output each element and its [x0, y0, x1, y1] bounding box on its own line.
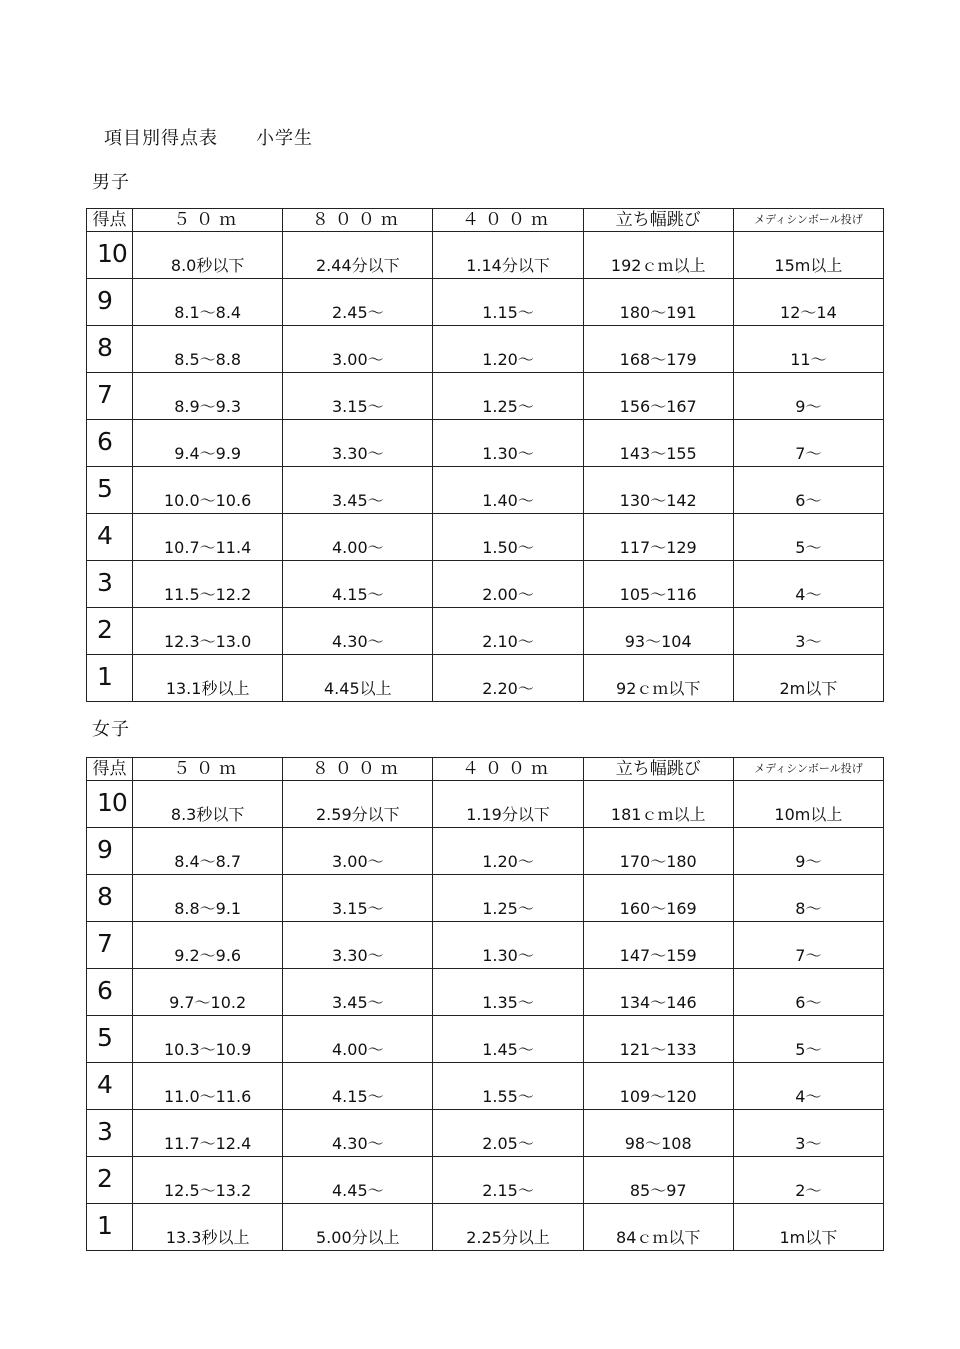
- 800m-cell: 4.45以上: [283, 655, 433, 702]
- score-cell: 5: [87, 1016, 133, 1063]
- table-row: [87, 467, 884, 514]
- table-row: [87, 1157, 884, 1204]
- 50m-cell: 8.8～9.1: [133, 875, 283, 922]
- 800m-cell: 3.45～: [283, 969, 433, 1016]
- 400m-cell: 1.20～: [433, 326, 583, 373]
- header-800m: ８００ｍ: [283, 758, 433, 781]
- score-cell: 4: [87, 514, 133, 561]
- header-score: 得点: [87, 209, 133, 232]
- 400m-cell: 2.15～: [433, 1157, 583, 1204]
- long-jump-cell: 121～133: [583, 1016, 733, 1063]
- 400m-cell: 1.45～: [433, 1016, 583, 1063]
- ball-throw-cell: 4～: [733, 561, 883, 608]
- 50m-cell: 12.3～13.0: [133, 608, 283, 655]
- 400m-cell: 2.20～: [433, 655, 583, 702]
- 400m-cell: 1.40～: [433, 467, 583, 514]
- girls-table-body: [87, 781, 884, 1251]
- table-row: [87, 279, 884, 326]
- ball-throw-cell: 15m以上: [733, 232, 883, 279]
- header-score: 得点: [87, 758, 133, 781]
- 400m-cell: 1.30～: [433, 420, 583, 467]
- 50m-cell: 12.5～13.2: [133, 1157, 283, 1204]
- long-jump-cell: 192ｃｍ以上: [583, 232, 733, 279]
- 400m-cell: 1.15～: [433, 279, 583, 326]
- ball-throw-cell: 8～: [733, 875, 883, 922]
- girls-section-label: 女子: [92, 719, 130, 740]
- long-jump-cell: 130～142: [583, 467, 733, 514]
- ball-throw-cell: 1m以下: [733, 1204, 883, 1251]
- 800m-cell: 3.00～: [283, 828, 433, 875]
- 800m-cell: 4.00～: [283, 1016, 433, 1063]
- subtitle-text: 小学生: [256, 128, 313, 149]
- 800m-cell: 4.30～: [283, 1110, 433, 1157]
- score-cell: 10: [87, 232, 133, 279]
- 800m-cell: 3.45～: [283, 467, 433, 514]
- ball-throw-cell: 2m以下: [733, 655, 883, 702]
- table-row: [87, 1204, 884, 1251]
- table-row: [87, 655, 884, 702]
- long-jump-cell: 84ｃｍ以下: [583, 1204, 733, 1251]
- header-400m: ４００ｍ: [433, 209, 583, 232]
- 400m-cell: 1.25～: [433, 373, 583, 420]
- long-jump-cell: 134～146: [583, 969, 733, 1016]
- header-medicine-ball-throw: メディシンボール投げ: [733, 758, 883, 781]
- 800m-cell: 3.30～: [283, 420, 433, 467]
- table-row: [87, 875, 884, 922]
- ball-throw-cell: 6～: [733, 467, 883, 514]
- long-jump-cell: 105～116: [583, 561, 733, 608]
- table-row: [87, 828, 884, 875]
- score-cell: 4: [87, 1063, 133, 1110]
- 800m-cell: 3.15～: [283, 373, 433, 420]
- 50m-cell: 13.3秒以上: [133, 1204, 283, 1251]
- page-title: [104, 124, 313, 150]
- 400m-cell: 1.14分以下: [433, 232, 583, 279]
- score-cell: 9: [87, 828, 133, 875]
- table-row: [87, 326, 884, 373]
- score-cell: 6: [87, 420, 133, 467]
- score-cell: 9: [87, 279, 133, 326]
- score-cell: 3: [87, 561, 133, 608]
- ball-throw-cell: 3～: [733, 608, 883, 655]
- score-cell: 7: [87, 373, 133, 420]
- header-standing-long-jump: 立ち幅跳び: [583, 758, 733, 781]
- 50m-cell: 8.5～8.8: [133, 326, 283, 373]
- 800m-cell: 4.30～: [283, 608, 433, 655]
- boys-score-table: [86, 208, 884, 702]
- long-jump-cell: 143～155: [583, 420, 733, 467]
- header-50m: ５０ｍ: [133, 758, 283, 781]
- ball-throw-cell: 7～: [733, 922, 883, 969]
- 800m-cell: 4.15～: [283, 1063, 433, 1110]
- table-header-row: [87, 758, 884, 781]
- table-row: [87, 514, 884, 561]
- 800m-cell: 5.00分以上: [283, 1204, 433, 1251]
- table-row: [87, 608, 884, 655]
- ball-throw-cell: 5～: [733, 1016, 883, 1063]
- ball-throw-cell: 12～14: [733, 279, 883, 326]
- 400m-cell: 1.19分以下: [433, 781, 583, 828]
- ball-throw-cell: 9～: [733, 373, 883, 420]
- table-row: [87, 1063, 884, 1110]
- 800m-cell: 4.00～: [283, 514, 433, 561]
- 400m-cell: 1.50～: [433, 514, 583, 561]
- 800m-cell: 3.00～: [283, 326, 433, 373]
- 800m-cell: 2.59分以下: [283, 781, 433, 828]
- long-jump-cell: 168～179: [583, 326, 733, 373]
- ball-throw-cell: 3～: [733, 1110, 883, 1157]
- 50m-cell: 11.5～12.2: [133, 561, 283, 608]
- header-medicine-ball-throw: メディシンボール投げ: [733, 209, 883, 232]
- score-cell: 8: [87, 326, 133, 373]
- ball-throw-cell: 11～: [733, 326, 883, 373]
- 50m-cell: 9.2～9.6: [133, 922, 283, 969]
- score-cell: 3: [87, 1110, 133, 1157]
- header-400m: ４００ｍ: [433, 758, 583, 781]
- 50m-cell: 11.7～12.4: [133, 1110, 283, 1157]
- score-cell: 7: [87, 922, 133, 969]
- table-row: [87, 561, 884, 608]
- 50m-cell: 9.4～9.9: [133, 420, 283, 467]
- long-jump-cell: 170～180: [583, 828, 733, 875]
- 400m-cell: 2.25分以上: [433, 1204, 583, 1251]
- long-jump-cell: 109～120: [583, 1063, 733, 1110]
- long-jump-cell: 180～191: [583, 279, 733, 326]
- score-cell: 10: [87, 781, 133, 828]
- header-standing-long-jump: 立ち幅跳び: [583, 209, 733, 232]
- table-row: [87, 373, 884, 420]
- 50m-cell: 8.0秒以下: [133, 232, 283, 279]
- table-row: [87, 420, 884, 467]
- header-50m: ５０ｍ: [133, 209, 283, 232]
- 400m-cell: 1.20～: [433, 828, 583, 875]
- table-row: [87, 781, 884, 828]
- table-row: [87, 1110, 884, 1157]
- header-800m: ８００ｍ: [283, 209, 433, 232]
- 50m-cell: 8.9～9.3: [133, 373, 283, 420]
- long-jump-cell: 181ｃｍ以上: [583, 781, 733, 828]
- ball-throw-cell: 7～: [733, 420, 883, 467]
- ball-throw-cell: 5～: [733, 514, 883, 561]
- long-jump-cell: 160～169: [583, 875, 733, 922]
- girls-score-table: [86, 757, 884, 1251]
- 50m-cell: 9.7～10.2: [133, 969, 283, 1016]
- score-cell: 6: [87, 969, 133, 1016]
- score-cell: 1: [87, 1204, 133, 1251]
- long-jump-cell: 147～159: [583, 922, 733, 969]
- table-header-row: [87, 209, 884, 232]
- score-cell: 2: [87, 1157, 133, 1204]
- 400m-cell: 2.10～: [433, 608, 583, 655]
- 400m-cell: 2.00～: [433, 561, 583, 608]
- 400m-cell: 1.55～: [433, 1063, 583, 1110]
- ball-throw-cell: 10m以上: [733, 781, 883, 828]
- long-jump-cell: 156～167: [583, 373, 733, 420]
- 50m-cell: 11.0～11.6: [133, 1063, 283, 1110]
- ball-throw-cell: 9～: [733, 828, 883, 875]
- score-cell: 2: [87, 608, 133, 655]
- 400m-cell: 1.35～: [433, 969, 583, 1016]
- 800m-cell: 3.15～: [283, 875, 433, 922]
- 50m-cell: 13.1秒以上: [133, 655, 283, 702]
- table-row: [87, 969, 884, 1016]
- score-cell: 1: [87, 655, 133, 702]
- 400m-cell: 2.05～: [433, 1110, 583, 1157]
- long-jump-cell: 98～108: [583, 1110, 733, 1157]
- 800m-cell: 4.15～: [283, 561, 433, 608]
- 50m-cell: 8.3秒以下: [133, 781, 283, 828]
- 50m-cell: 10.7～11.4: [133, 514, 283, 561]
- 800m-cell: 3.30～: [283, 922, 433, 969]
- 800m-cell: 2.45～: [283, 279, 433, 326]
- score-cell: 8: [87, 875, 133, 922]
- boys-table-body: [87, 232, 884, 702]
- long-jump-cell: 92ｃｍ以下: [583, 655, 733, 702]
- table-row: [87, 1016, 884, 1063]
- ball-throw-cell: 4～: [733, 1063, 883, 1110]
- ball-throw-cell: 2～: [733, 1157, 883, 1204]
- title-text: 項目別得点表: [104, 128, 218, 149]
- 400m-cell: 1.25～: [433, 875, 583, 922]
- boys-section-label: 男子: [92, 172, 130, 193]
- 800m-cell: 4.45～: [283, 1157, 433, 1204]
- long-jump-cell: 85～97: [583, 1157, 733, 1204]
- table-row: [87, 232, 884, 279]
- long-jump-cell: 117～129: [583, 514, 733, 561]
- long-jump-cell: 93～104: [583, 608, 733, 655]
- 50m-cell: 8.1～8.4: [133, 279, 283, 326]
- 50m-cell: 10.0～10.6: [133, 467, 283, 514]
- 50m-cell: 10.3～10.9: [133, 1016, 283, 1063]
- 400m-cell: 1.30～: [433, 922, 583, 969]
- table-row: [87, 922, 884, 969]
- score-cell: 5: [87, 467, 133, 514]
- ball-throw-cell: 6～: [733, 969, 883, 1016]
- 50m-cell: 8.4～8.7: [133, 828, 283, 875]
- 800m-cell: 2.44分以下: [283, 232, 433, 279]
